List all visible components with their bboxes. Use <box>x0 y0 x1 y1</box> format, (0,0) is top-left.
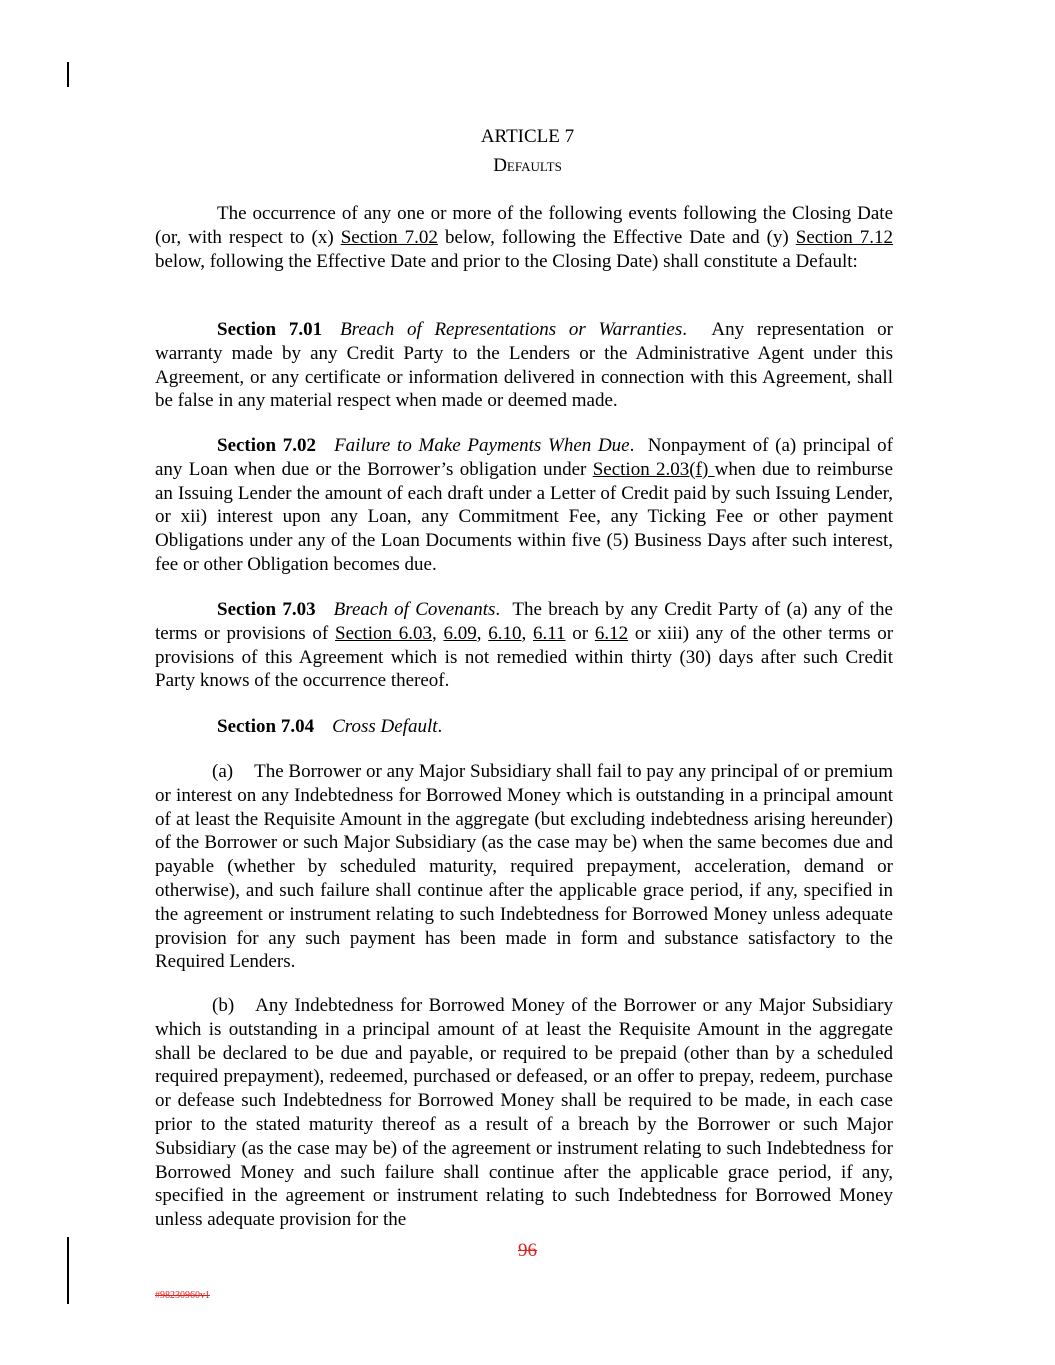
section-6-11-ref[interactable]: 6.11 <box>532 622 566 644</box>
subsection-label: (b) <box>212 995 235 1016</box>
section-7-04-heading: Section 7.04 Cross Default. <box>217 716 443 737</box>
subsection-b: (b) Any Indebtedness for Borrowed Money of the Borrower or any Major Subsidiary which is outstanding in a principal amount of at least the Requisite Amount in the aggregate shall be declared to be due and payable, or required to be prepaid (other than by a scheduled required prepayment), redeemed, purchased or defeased, or an offer to prepay, redeem, purchase or defease such Indebtedness for Borrowed Money shall be required to be made, in each case prior to the stated maturity thereof as a result of a breach by the Borrower or such Major Subsidiary (as the case may be) of the agreement or instrument relating to such Indebtedness for Borrowed Money and such failure shall continue after the applicable grace period, if any, specified in the agreement or instrument relating to such Indebtedness for Borrowed Money unless adequate provision for the <box>155 995 893 1231</box>
section-6-12-ref[interactable]: 6.12 <box>594 622 629 644</box>
section-7-03: Section 7.03 Breach of Covenants. The breach by any Credit Party of (a) any of the terms or provisions of Section 6.03, 6.09, 6.10, 6.11 or 6.12 or xiii) any of the other terms or provisions of this Agreement which is not remedied within thirty (30) days after such Credit Party knows of the occurrence thereof. <box>155 599 894 692</box>
subsection-label: (a) <box>212 761 234 782</box>
section-7-02-ref[interactable]: Section 7.02 <box>340 226 438 248</box>
section-number: Section 7.04 <box>217 716 315 737</box>
section-title: Breach of Covenants <box>333 599 496 620</box>
page-number: 96 <box>518 1240 537 1261</box>
change-bar-top <box>67 62 69 87</box>
section-7-12-ref[interactable]: Section 7.12 <box>795 226 893 248</box>
article-number: ARTICLE 7 <box>480 126 575 147</box>
section-title: Cross Default <box>332 716 438 737</box>
article-title: Defaults <box>493 155 562 176</box>
section-7-02: Section 7.02 Failure to Make Payments When Due. Nonpayment of (a) principal of any Loan when due or the Borrower’s obligation under Section 2.03(f) when due to reimburse an Issuing Lender the amount of each draft under a Letter of Credit paid by such Issuing Lender, or xii) interest upon any Loan, any Commitment Fee, any Ticking Fee or other payment Obligations under any of the Loan Documents within five (5) Business Days after such interest, fee or other Obligation becomes due. <box>155 435 894 575</box>
section-6-10-ref[interactable]: 6.10 <box>488 622 522 644</box>
section-2-03f-ref[interactable]: Section 2.03(f) <box>592 458 715 480</box>
section-title: Failure to Make Payments When Due <box>334 435 630 456</box>
section-number: Section 7.01 <box>217 319 323 340</box>
section-number: Section 7.02 <box>217 435 317 456</box>
section-7-01: Section 7.01 Breach of Representations or Warranties. Any representation or warranty made by any Credit Party to the Lenders or the Administrative Agent under this Agreement, or any certificate or information delivered in connection with this Agreement, shall be false in any material respect when made or deemed made. <box>155 319 894 412</box>
section-6-09-ref[interactable]: 6.09 <box>443 622 477 644</box>
section-6-03-ref[interactable]: Section 6.03 <box>335 622 432 644</box>
subsection-a: (a) The Borrower or any Major Subsidiary shall fail to pay any principal of or premium or interest on any Indebtedness for Borrowed Money which is outstanding in a principal amount of at least the Requisite Amount in the aggregate (but excluding indebtedness arising hereunder) of the Borrower or such Major Subsidiary (as the case may be) when the same becomes due and payable (whether by scheduled maturity, required prepayment, acceleration, demand or otherwise), and such failure shall continue after the applicable grace period, if any, specified in the agreement or instrument relating to such Indebtedness for Borrowed Money unless adequate provision for any such payment has been made in form and substance satisfactory to the Required Lenders. <box>155 761 893 973</box>
intro-paragraph: The occurrence of any one or more of the following events following the Closing Date (or, with respect to (x) Section 7.02 below, following the Effective Date and (y) Section 7.12 below, following the Effective Date and prior to the Closing Date) shall constitute a Default: <box>155 203 893 272</box>
document-id: #98230960v1 <box>155 1290 210 1301</box>
section-title: Breach of Representations or Warranties <box>340 319 683 340</box>
section-number: Section 7.03 <box>217 599 316 620</box>
